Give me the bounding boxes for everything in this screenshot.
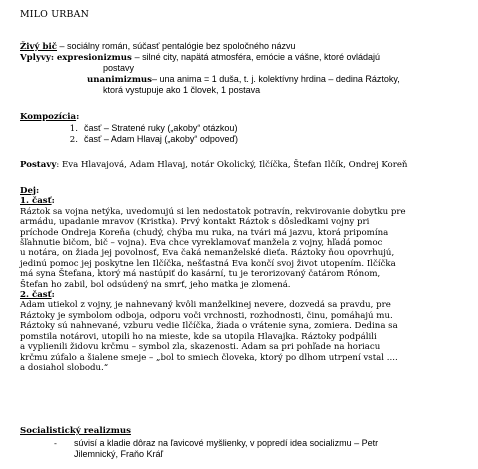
socialisticky-text-2: Jilemnický, Fraňo Kráľ	[74, 449, 164, 460]
dej-label: Dej	[20, 186, 37, 196]
part2-line: Adam utiekol z vojny, je nahnevaný kvôli manželkinej nevere, dozvedá sa pravdu, pre	[20, 300, 391, 311]
zivy-bic-text: – sociálny román, súčasť pentalógie bez spoločného názvu	[57, 41, 296, 51]
kompozicia-heading	[20, 112, 460, 122]
kompozicia-item-number: 1.	[69, 124, 78, 134]
part1-line: má syna Štefana, ktorý má nastúpiť do kasární, tu je terorizovaný čatárom Rónom,	[20, 269, 381, 280]
unanimizmus-text-2: ktorá vystupuje ako 1 človek, 1 postava	[103, 85, 261, 96]
vplyvy-label: Vplyvy:	[20, 53, 55, 63]
part1-line: šľahnutie bičom, bič – vojna). Eva chce vyreklamovať manžela z vojny, hľadá pomoc	[20, 238, 383, 249]
part2-line: krčmu zúfalo a šialene smeje – „bol to smiech človeka, ktorý po dlhom utrpení vstal ....	[20, 352, 398, 363]
expresionizmus-text-1: – silné city, napätá atmosféra, emócie a vášne, ktoré ovládajú	[134, 52, 381, 62]
kompozicia-item-text: časť – Stratené ruky („akoby“ otázkou)	[84, 123, 238, 133]
part2-colon: :	[51, 290, 55, 301]
socialisticky-item	[20, 438, 378, 461]
part1-colon: :	[51, 196, 55, 207]
part2-line: pomstila notárovi, utopili ho na mieste, kde sa utopila Hlavajka. Ráztoky podpálili	[20, 331, 377, 342]
part2-line: a vyplienili židovu krčmu – symbol zla, skazenosti. Adam sa pri pohľade na horiacu	[20, 342, 381, 353]
part1-line: jedinú pomoc jej poskytne len Ilčíčka, nešťastná Eva končí svoj život utopením. Ilčíčka	[20, 258, 396, 269]
part1-line: príchode Ondreja Koreňa (chudý, chýba mu ruka, na tvári má jazvu, ktorá pripomína	[20, 227, 389, 238]
postavy-text: : Eva Hlavajová, Adam Hlavaj, notár Okolický, Ilčíčka, Štefan Ilčík, Ondrej Koreň	[56, 160, 408, 170]
vplyvy-block	[20, 52, 460, 96]
part1-line: Ráztok sa vojna netýka, uvedomujú si len nedostatok potravín, rekvirovanie dobytku pre	[20, 206, 406, 217]
kompozicia-item-2	[20, 134, 238, 145]
zivy-bic-line	[20, 41, 460, 52]
expresionizmus-text-2: postavy	[103, 63, 135, 74]
dej-colon: :	[36, 186, 40, 196]
part1-line: armádu, upadanie mravov (Kristka). Prvý kontakt Ráztok s dôsledkami vojny pri	[20, 217, 370, 228]
socialisticky-heading	[20, 426, 460, 436]
kompozicia-item-text: časť – Adam Hlavaj („akoby“ odpoveď)	[84, 134, 238, 144]
expresionizmus-label: expresionizmus	[56, 53, 132, 63]
socialisticky-text-1: súvisí a kladie dôraz na ľavicové myšlienky, v popredí idea socializmu – Petr	[74, 438, 379, 448]
document-title: MILO URBAN	[20, 9, 90, 20]
kompozicia-colon: :	[76, 112, 80, 122]
kompozicia-item-number: 2.	[69, 135, 78, 145]
part2-line: Ráztoky je symbolom odboja, odporu voči vrchnosti, rozhodnosti, činu, pomáhajú mu.	[20, 310, 393, 321]
dej-block	[20, 186, 460, 373]
socialisticky-label: Socialistický realizmus	[20, 426, 131, 436]
unanimizmus-text-1: – una anima = 1 duša, t. j. kolektívny hrdina – dedina Ráztoky,	[152, 73, 400, 84]
postavy-line	[20, 160, 460, 170]
part2-label: 2. časť	[20, 290, 52, 301]
unanimizmus-label: unanimizmus	[87, 74, 152, 85]
part1-line: u notára, on žiada jej povolnosť, Eva čaká nemanželské dieťa. Ráztoky ňou opovrhujú,	[20, 248, 395, 259]
postavy-label: Postavy	[20, 160, 57, 170]
zivy-bic-label: Živý bič	[20, 42, 58, 52]
part2-line: a dosiahol slobodu.“	[20, 362, 109, 373]
part1-label: 1. časť	[20, 196, 52, 207]
part2-line: Ráztoky sú nahnevané, vzburu vedie Ilčíčka, žiada o vrátenie syna, zomiera. Dedina sa	[20, 321, 398, 332]
kompozicia-item-1	[20, 123, 237, 134]
bullet-dash: -	[54, 439, 57, 449]
kompozicia-label: Kompozícia	[20, 112, 77, 122]
part1-line: Štefan ho zabil, bol odsúdený na smrť, jeho matka je zlomená.	[20, 279, 291, 290]
